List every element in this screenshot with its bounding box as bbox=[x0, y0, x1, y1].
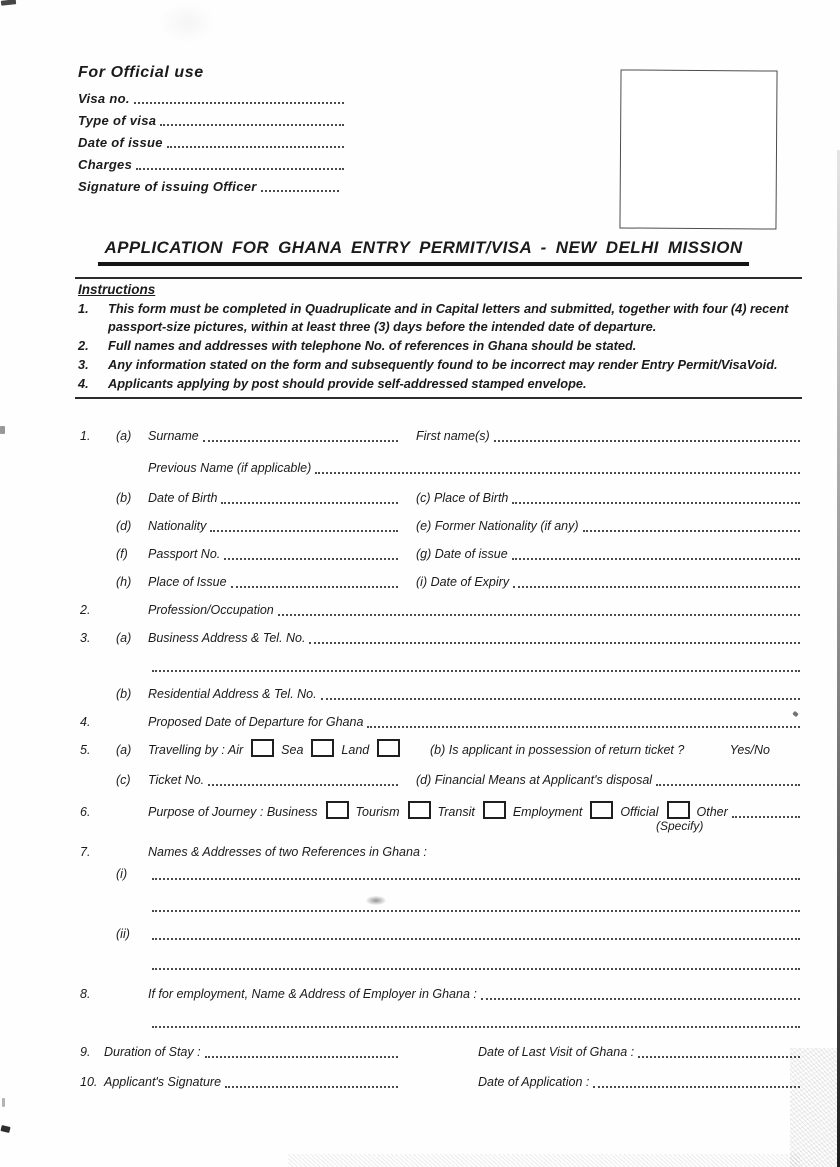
first-names-fill-line bbox=[494, 440, 800, 442]
row-purpose-of-journey bbox=[80, 804, 802, 819]
surname-fill-line bbox=[203, 440, 398, 442]
visa-no-field bbox=[78, 91, 346, 105]
instruction-text: Any information stated on the form and subsequently found to be incorrect may render Entry Permit/VisaVoid. bbox=[108, 357, 778, 372]
instruction-number: 4. bbox=[78, 376, 89, 391]
former-nationality-label: (e) Former Nationality (if any) bbox=[416, 519, 579, 533]
signature-officer-fill-line bbox=[261, 190, 339, 192]
place-of-issue-label: Place of Issue bbox=[148, 575, 227, 589]
land-label: Land bbox=[341, 743, 370, 757]
date-of-issue-label: Date of issue bbox=[78, 135, 163, 150]
date-of-issue-label: (g) Date of issue bbox=[416, 547, 508, 561]
item-letter: (c) bbox=[116, 773, 131, 787]
item-number: 4. bbox=[80, 715, 91, 729]
business-address-fill-line-2 bbox=[152, 670, 800, 672]
item-number: 9. bbox=[80, 1045, 91, 1059]
row-surname-firstname bbox=[80, 428, 802, 443]
employer-label: If for employment, Name & Address of Employer in Ghana : bbox=[148, 987, 477, 1001]
transit-checkbox bbox=[483, 801, 506, 819]
references-label: Names & Addresses of two References in Ghana : bbox=[148, 845, 427, 859]
visa-no-fill-line bbox=[134, 102, 344, 104]
row-business-address-cont bbox=[80, 658, 802, 673]
scan-artifact-light-blob bbox=[158, 2, 216, 44]
instruction-text: Full names and addresses with telephone No. of references in Ghana should be stated. bbox=[108, 338, 637, 353]
instruction-number: 2. bbox=[78, 338, 89, 353]
employment-checkbox bbox=[590, 801, 613, 819]
official-label: Official bbox=[620, 805, 659, 819]
charges-fill-line bbox=[136, 168, 344, 170]
land-checkbox bbox=[377, 739, 400, 757]
page-title: APPLICATION FOR GHANA ENTRY PERMIT/VISA - NEW DELHI MISSION bbox=[98, 238, 748, 266]
instruction-item bbox=[78, 337, 805, 355]
reference-2-fill-line bbox=[152, 938, 800, 940]
item-letter: (a) bbox=[116, 743, 132, 757]
specify-note: (Specify) bbox=[656, 819, 704, 833]
duration-of-stay-fill-line bbox=[205, 1056, 398, 1058]
place-of-issue-fill-line bbox=[231, 586, 398, 588]
application-date-label: Date of Application : bbox=[478, 1075, 590, 1089]
row-profession bbox=[80, 602, 802, 617]
official-use-heading: For Official use bbox=[78, 64, 204, 81]
ticket-no-fill-line bbox=[208, 784, 398, 786]
visa-no-label: Visa no. bbox=[78, 91, 130, 106]
yes-no-label: Yes/No bbox=[729, 743, 770, 757]
item-number: 6. bbox=[80, 805, 91, 819]
row-reference-1 bbox=[80, 866, 802, 881]
reference-1-fill-line bbox=[152, 878, 800, 880]
instructions-heading: Instructions bbox=[78, 282, 156, 297]
signature-officer-label: Signature of issuing Officer bbox=[78, 179, 257, 194]
type-of-visa-fill-line bbox=[160, 124, 344, 126]
title-wrap bbox=[60, 238, 787, 266]
item-letter: (b) bbox=[116, 687, 132, 701]
row-previous-name bbox=[80, 460, 802, 475]
scan-artifact-bottom-grain bbox=[288, 1154, 800, 1167]
employer-fill-line-2 bbox=[152, 1026, 800, 1028]
item-number: 7. bbox=[80, 845, 91, 859]
scan-artifact-right-grain bbox=[790, 1048, 838, 1167]
reference-1-marker: (i) bbox=[116, 867, 128, 881]
application-date-fill-line bbox=[593, 1086, 800, 1088]
business-address-label: Business Address & Tel. No. bbox=[148, 631, 306, 645]
row-references-heading bbox=[80, 844, 802, 859]
return-ticket-label: (b) Is applicant in possession of return ticket ? bbox=[430, 743, 685, 757]
scan-artifact-top-left bbox=[1, 0, 16, 6]
item-letter: (b) bbox=[116, 491, 132, 505]
sea-label: Sea bbox=[281, 743, 304, 757]
applicant-signature-fill-line bbox=[225, 1086, 398, 1088]
departure-date-label: Proposed Date of Departure for Ghana bbox=[148, 715, 364, 729]
nationality-fill-line bbox=[210, 530, 398, 532]
previous-name-label: Previous Name (if applicable) bbox=[148, 461, 312, 475]
scan-artifact-bottom-left bbox=[0, 1125, 10, 1133]
other-fill-line bbox=[732, 816, 800, 818]
item-number: 5. bbox=[80, 743, 91, 757]
previous-name-fill-line bbox=[315, 472, 800, 474]
item-letter: (h) bbox=[116, 575, 132, 589]
item-number: 8. bbox=[80, 987, 91, 1001]
row-employer bbox=[80, 986, 802, 1001]
row-reference-2-cont bbox=[80, 956, 802, 971]
purpose-business-label: Purpose of Journey : Business bbox=[148, 805, 318, 819]
last-visit-fill-line bbox=[638, 1056, 800, 1058]
place-of-birth-label: (c) Place of Birth bbox=[416, 491, 509, 505]
row-travelling-by bbox=[80, 742, 802, 757]
business-checkbox bbox=[326, 801, 349, 819]
travelling-by-air-label: Travelling by : Air bbox=[148, 743, 244, 757]
instruction-item bbox=[78, 300, 805, 336]
row-birth bbox=[80, 490, 802, 505]
signature-officer-field bbox=[78, 179, 346, 193]
tourism-checkbox bbox=[408, 801, 431, 819]
row-business-address bbox=[80, 630, 802, 645]
item-number: 2. bbox=[80, 603, 91, 617]
item-number: 10. bbox=[80, 1075, 98, 1089]
instruction-number: 3. bbox=[78, 357, 89, 372]
date-of-birth-label: Date of Birth bbox=[148, 491, 218, 505]
passport-no-fill-line bbox=[224, 558, 398, 560]
other-label: Other bbox=[696, 805, 728, 819]
type-of-visa-field bbox=[78, 113, 346, 127]
residential-address-fill-line bbox=[321, 698, 800, 700]
item-number: 1. bbox=[80, 429, 91, 443]
type-of-visa-label: Type of visa bbox=[78, 113, 157, 128]
instruction-text: This form must be completed in Quadruplicate and in Capital letters and submitted, together with four (4) recent passport-size pictures, within at least three (3) days before the intended date of departure. bbox=[108, 301, 789, 334]
item-letter: (d) bbox=[116, 519, 132, 533]
instruction-number: 1. bbox=[78, 301, 89, 316]
instruction-item bbox=[78, 356, 805, 374]
nationality-label: Nationality bbox=[148, 519, 207, 533]
first-names-label: First name(s) bbox=[416, 429, 490, 443]
charges-field bbox=[78, 157, 346, 171]
profession-label: Profession/Occupation bbox=[148, 603, 274, 617]
business-address-fill-line bbox=[309, 642, 800, 644]
applicant-signature-label: Applicant's Signature bbox=[104, 1075, 222, 1089]
transit-label: Transit bbox=[437, 805, 475, 819]
former-nationality-fill-line bbox=[583, 530, 800, 532]
row-duration-lastvisit bbox=[80, 1044, 802, 1059]
reference-2-marker: (ii) bbox=[116, 927, 130, 941]
date-of-issue-fill-line bbox=[512, 558, 800, 560]
date-of-birth-fill-line bbox=[221, 502, 398, 504]
row-place-issue bbox=[80, 574, 802, 589]
instruction-text: Applicants applying by post should provide self-addressed stamped envelope. bbox=[108, 376, 587, 391]
item-letter: (f) bbox=[116, 547, 128, 561]
scan-artifact-left-speck-1 bbox=[0, 426, 5, 434]
row-reference-1-cont bbox=[80, 898, 802, 913]
date-of-expiry-label: (i) Date of Expiry bbox=[416, 575, 510, 589]
reference-2-fill-line-2 bbox=[152, 968, 800, 970]
row-signature-application-date bbox=[80, 1074, 802, 1089]
date-of-expiry-fill-line bbox=[513, 586, 800, 588]
surname-label: Surname bbox=[148, 429, 199, 443]
item-letter: (a) bbox=[116, 631, 132, 645]
instruction-item bbox=[78, 375, 805, 393]
reference-1-fill-line-2 bbox=[152, 910, 800, 912]
sea-checkbox bbox=[311, 739, 334, 757]
profession-fill-line bbox=[278, 614, 800, 616]
date-of-issue-field bbox=[78, 135, 346, 149]
financial-means-label: (d) Financial Means at Applicant's disposal bbox=[416, 773, 653, 787]
item-number: 3. bbox=[80, 631, 91, 645]
employment-label: Employment bbox=[512, 805, 583, 819]
item-letter: (a) bbox=[116, 429, 132, 443]
passport-no-label: Passport No. bbox=[148, 547, 221, 561]
row-ticket-no bbox=[80, 772, 802, 787]
official-checkbox bbox=[667, 801, 690, 819]
instructions-section bbox=[78, 282, 805, 394]
departure-date-fill-line bbox=[367, 726, 800, 728]
row-departure-date bbox=[80, 714, 802, 729]
divider-instructions bbox=[75, 397, 802, 399]
official-use-section bbox=[78, 64, 346, 201]
date-of-issue-fill-line bbox=[167, 146, 344, 148]
employer-fill-line bbox=[481, 998, 800, 1000]
row-reference-2 bbox=[80, 926, 802, 941]
residential-address-label: Residential Address & Tel. No. bbox=[148, 687, 317, 701]
tourism-label: Tourism bbox=[355, 805, 400, 819]
last-visit-label: Date of Last Visit of Ghana : bbox=[478, 1045, 635, 1059]
row-employer-cont bbox=[80, 1014, 802, 1029]
row-nationality bbox=[80, 518, 802, 533]
financial-means-fill-line bbox=[656, 784, 800, 786]
row-residential-address bbox=[80, 686, 802, 701]
photo-box bbox=[619, 69, 777, 229]
scan-artifact-left-speck-2 bbox=[2, 1098, 5, 1107]
place-of-birth-fill-line bbox=[512, 502, 800, 504]
duration-of-stay-label: Duration of Stay : bbox=[104, 1045, 201, 1059]
air-checkbox bbox=[251, 739, 274, 757]
charges-label: Charges bbox=[78, 157, 133, 172]
row-passport bbox=[80, 546, 802, 561]
ticket-no-label: Ticket No. bbox=[148, 773, 205, 787]
divider-top bbox=[75, 277, 802, 279]
